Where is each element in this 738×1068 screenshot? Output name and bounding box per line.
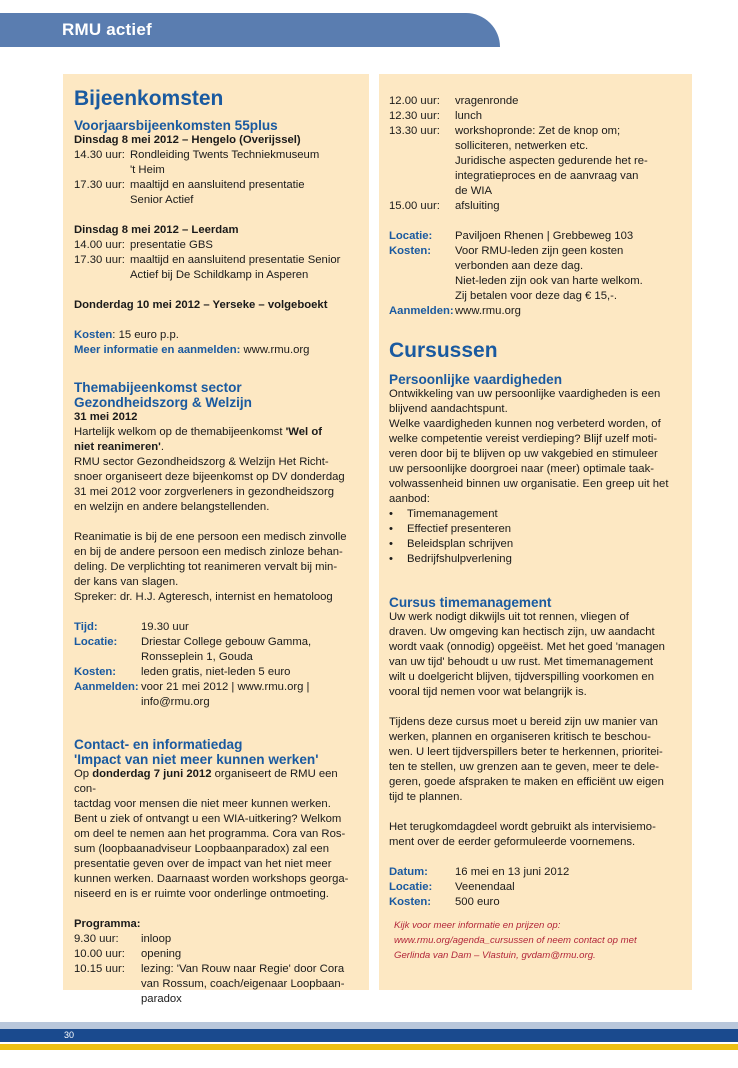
heading-bijeenkomsten: Bijeenkomsten [74, 87, 224, 110]
body-line: veren door bij te blijven op uw vakgebied en stimuleer [389, 448, 658, 460]
detail-row-kosten: Zij betalen voor deze dag € 15,-. [455, 290, 618, 302]
detail-row-datum: Datum: 16 mei en 13 juni 2012 [389, 866, 570, 878]
event-date: Donderdag 10 mei 2012 – Yerseke – volgeboekt [74, 299, 328, 311]
body-line: tactdag voor mensen die niet meer kunnen werken. [74, 798, 331, 810]
body-line: en bij de andere persoon een medisch zinloze behan- [74, 546, 343, 558]
detail-row-locatie: Locatie: Driestar College gebouw Gamma, [74, 636, 312, 648]
footer-band-blue [0, 1029, 738, 1042]
footer-band-light [0, 1022, 738, 1029]
aanmelden-link[interactable]: voor 21 mei 2012 | www.rmu.org | [141, 681, 310, 693]
heading-cursussen: Cursussen [389, 339, 498, 362]
email-link[interactable]: info@rmu.org [141, 696, 210, 708]
body-line: ten te stellen, uw grenzen aan te geven, meer te dele- [389, 761, 660, 773]
program-row: Juridische aspecten gedurende het re- [455, 155, 648, 167]
body-line: Het terugkomdagdeel wordt gebruikt als intervisiemo- [389, 821, 656, 833]
body-line: kunnen werken. Daarnaast worden workshops georga- [74, 873, 349, 885]
program-row: 10.15 uur: lezing: 'Van Rouw naar Regie' door Cora [74, 963, 345, 975]
schedule-row: 14.00 uur: presentatie GBS [74, 239, 213, 251]
list-item: • Beleidsplan schrijven [389, 537, 683, 552]
detail-row-aanmelden: Aanmelden: voor 21 mei 2012 | www.rmu.org | [74, 680, 359, 695]
detail-row-locatie: Locatie: Veenendaal [389, 881, 515, 893]
body-line: wilt u doelgericht blijven, tijdverspilling voorkomen en [389, 671, 654, 683]
body-line: Ontwikkeling van uw persoonlijke vaardigheden is een [389, 388, 661, 400]
list-item: • Timemanagement [389, 507, 683, 522]
event-date: Dinsdag 8 mei 2012 – Leerdam [74, 224, 239, 236]
body-line: van uw tijd' behoudt u uw rust. Met timemanagement [389, 656, 654, 668]
body-line: snoer organiseert deze bijeenkomst op DV donderdag [74, 471, 345, 483]
body-line: niseerd en is er ruimte voor onderlinge ontmoeting. [74, 888, 329, 900]
body-line: en welzijn en andere belangstellenden. [74, 501, 270, 513]
schedule-row: Senior Actief [130, 194, 194, 206]
body-line: om deel te nemen aan het programma. Cora van Ros- [74, 828, 346, 840]
body-line: Reanimatie is bij de ene persoon een medisch zinvolle [74, 531, 347, 543]
course-list [389, 507, 683, 567]
program-row: paradox [141, 993, 182, 1005]
list-item: • Bedrijfshulpverlening [389, 552, 683, 567]
body-line: volwassenheid binnen uw organisatie. Een greep uit het [389, 478, 669, 490]
program-row: 12.30 uur: lunch [389, 110, 483, 122]
detail-row-aanmelden: Aanmelden: www.rmu.org [389, 304, 683, 319]
heading-contactdag: Contact- en informatiedag [74, 737, 243, 752]
body-line: deling. De verplichting tot reanimeren vervalt bij min- [74, 561, 338, 573]
info-line: Meer informatie en aanmelden: www.rmu.org [74, 344, 310, 356]
body-line: wordt vaak (onnodig) opgeëist. Met het goed 'managen [389, 641, 665, 653]
section-header-bar [0, 13, 500, 47]
body-line: Welke vaardigheden kunnen nog verbeterd worden, of [389, 418, 661, 430]
body-line: der kans van slagen. [74, 576, 179, 588]
program-row: 10.00 uur: opening [74, 948, 182, 960]
heading-persoonlijke-vaardigheden: Persoonlijke vaardigheden [389, 372, 563, 387]
program-row: 15.00 uur: afsluiting [389, 200, 500, 212]
body-line: uw persoonlijke doorgroei naar (meer) optimale taak- [389, 463, 654, 475]
body-line: tijd te plannen. [389, 791, 463, 803]
detail-row-kosten: verbonden aan deze dag. [455, 260, 584, 272]
program-row: integratieproces en de aanvraag van [455, 170, 639, 182]
program-row: de WIA [455, 185, 493, 197]
info-link[interactable]: www.rmu.org [240, 344, 310, 356]
kosten-line: Kosten: 15 euro p.p. [74, 329, 179, 341]
schedule-row: 14.30 uur: Rondleiding Twents Techniekmuseum [74, 149, 320, 161]
body-line: Uw werk nodigt dikwijls uit tot rennen, vliegen of [389, 611, 629, 623]
detail-row-locatie: Locatie: Paviljoen Rhenen | Grebbeweg 103 [389, 230, 634, 242]
detail-row-kosten: Niet-leden zijn ook van harte welkom. [455, 275, 643, 287]
body-line: blijvend aandachtspunt. [389, 403, 508, 415]
program-row: 9.30 uur: inloop [74, 933, 172, 945]
body-line: wen. U leert tijdverspillers beter te herkennen, prioritei- [389, 746, 663, 758]
heading-cursus-timemanagement: Cursus timemanagement [389, 595, 552, 610]
body-line: Op donderdag 7 juni 2012 organiseert de RMU een con- [74, 768, 338, 795]
detail-row-tijd: Tijd: 19.30 uur [74, 621, 189, 633]
body-line: vooral tijd nemen voor wat belangrijk is. [389, 686, 587, 698]
programma-label: Programma: [74, 918, 141, 930]
program-row: 12.00 uur: vragenronde [389, 95, 519, 107]
body-line: ment over de eerder geformuleerde voornemens. [389, 836, 636, 848]
info-note: Kijk voor meer informatie en prijzen op: www.rmu.org/agenda_cursussen of neem contact op met Gerlinda van Dam – Vlastuin, gvdam@rmu.org. [389, 918, 683, 963]
schedule-row: Actief bij De Schildkamp in Asperen [130, 269, 309, 281]
schedule-row: 17.30 uur: maaltijd en aansluitend presentatie [74, 179, 305, 191]
body-line: 31 mei 2012 voor zorgverleners in gezondheidszorg [74, 486, 334, 498]
detail-row-kosten: Kosten: leden gratis, niet-leden 5 euro [74, 666, 291, 678]
heading-contactdag-2: 'Impact van niet meer kunnen werken' [74, 752, 319, 767]
list-item: • Effectief presenteren [389, 522, 683, 537]
body-line: niet reanimeren'. [74, 441, 164, 453]
program-row: solliciteren, netwerken etc. [455, 140, 589, 152]
detail-row-aanmelden [74, 695, 359, 710]
body-line: geren, goede afspraken te maken en efficiënt uw eigen [389, 776, 664, 788]
heading-voorjaarsbijeenkomsten: Voorjaarsbijeenkomsten 55plus [74, 118, 278, 133]
body-line: werken, plannen en organiseren kritisch te beschou- [389, 731, 651, 743]
heading-themabijeenkomst-2: Gezondheidszorg & Welzijn [74, 395, 252, 410]
body-line: RMU sector Gezondheidszorg & Welzijn Het Richt- [74, 456, 329, 468]
aanmelden-link[interactable]: www.rmu.org [455, 305, 521, 317]
heading-themabijeenkomst: Themabijeenkomst sector [74, 380, 242, 395]
page-number: 30 [64, 1030, 75, 1040]
program-row: van Rossum, coach/eigenaar Loopbaan- [141, 978, 345, 990]
body-line: aanbod: [389, 493, 430, 505]
contact-email[interactable]: Gerlinda van Dam – Vlastuin, gvdam@rmu.org. [394, 950, 596, 961]
detail-row-kosten: Kosten: Voor RMU-leden zijn geen kosten [389, 245, 624, 257]
schedule-row: 't Heim [130, 164, 165, 176]
program-row: 13.30 uur: workshopronde: Zet de knop om; [389, 125, 621, 137]
body-line: Tijdens deze cursus moet u bereid zijn uw manier van [389, 716, 658, 728]
body-line: presentatie geven over de impact van het niet meer [74, 858, 332, 870]
left-column [63, 74, 369, 1005]
detail-row-locatie: Ronsseplein 1, Gouda [141, 651, 253, 663]
footer-band-yellow [0, 1044, 738, 1050]
section-title: RMU actief [62, 20, 152, 39]
detail-row-kosten: Kosten: 500 euro [389, 896, 500, 908]
body-line: Bent u ziek of ontvangt u een WIA-uitkering? Welkom [74, 813, 342, 825]
body-line: draven. Uw omgeving kan hectisch zijn, uw aandacht [389, 626, 655, 638]
schedule-row: 17.30 uur: maaltijd en aansluitend presentatie Senior [74, 254, 341, 266]
agenda-link[interactable]: www.rmu.org/agenda_cursussen of neem contact op met [394, 935, 637, 946]
body-line: sum (loopbaanadviseur Loopbaanparadox) zal een [74, 843, 329, 855]
body-line: Hartelijk welkom op de themabijeenkomst 'Wel of [74, 426, 322, 438]
event-date: Dinsdag 8 mei 2012 – Hengelo (Overijssel) [74, 134, 301, 146]
body-line: Spreker: dr. H.J. Agteresch, internist en hematoloog [74, 591, 333, 603]
event-date: 31 mei 2012 [74, 411, 138, 423]
right-column [379, 74, 692, 990]
body-line: welke competentie vereist verdieping? Blijf uzelf moti- [389, 433, 658, 445]
